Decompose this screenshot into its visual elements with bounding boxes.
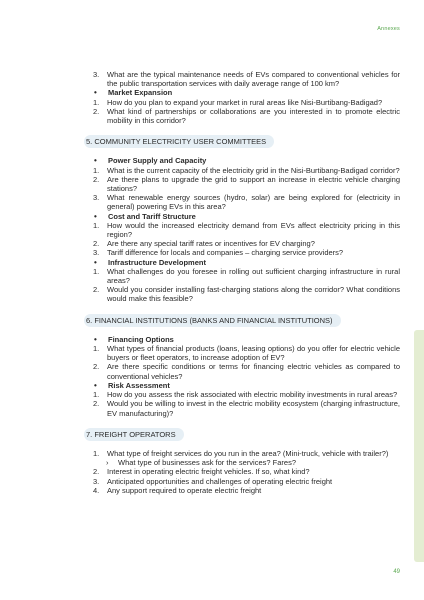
list-number: 2. [93, 285, 100, 295]
bullet-marker: • [94, 211, 97, 221]
sub-marker: › [106, 458, 109, 468]
list-item-text: Any support required to operate electric freight [107, 485, 262, 495]
list-item-text: What renewable energy sources (hydro, solar) are being explored for (electricity in general) powering EVs in this area? [107, 193, 400, 212]
list-item-text: How do you plan to expand your market in rural areas like Nisi-Burtibang-Badigad? [107, 97, 383, 107]
numbered-question [84, 344, 400, 362]
list-item-text: What are the typical maintenance needs of EVs compared to conventional vehicles for the public transportation services with daily average range of 100 km? [107, 70, 400, 89]
numbered-question [84, 193, 400, 211]
numbered-question [84, 267, 400, 285]
section-5-header: 5. COMMUNITY ELECTRICITY USER COMMITTEES [84, 135, 274, 148]
numbered-question [84, 239, 400, 248]
list-number: 1. [93, 220, 100, 230]
bullet-marker: • [94, 334, 97, 344]
list-number: 1. [93, 165, 100, 175]
list-item-text: What types of financial products (loans, leasing options) do you offer for electric vehicle buyers or fleet operators, to increase adoption of EV? [107, 344, 400, 363]
numbered-question [84, 248, 400, 257]
section-7-header-wrap [84, 428, 400, 441]
list-item-text: Are there any special tariff rates or incentives for EV charging? [107, 239, 315, 249]
numbered-question [84, 390, 400, 399]
numbered-question [84, 98, 400, 107]
numbered-question [84, 467, 400, 476]
numbered-question [84, 166, 400, 175]
list-number: 3. [93, 70, 100, 79]
list-number: 1. [93, 97, 100, 107]
topic-heading [84, 156, 400, 165]
top-question-list [84, 70, 400, 125]
bullet-marker: • [94, 156, 97, 166]
numbered-question [84, 486, 400, 495]
topic-heading [84, 88, 400, 97]
list-item-text: Tariff difference for locals and companies – charging service providers? [107, 248, 344, 258]
list-item-text: Are there plans to upgrade the grid to support an increase in electric vehicle charging stations? [107, 174, 400, 194]
numbered-question [84, 477, 400, 486]
page-number: 49 [393, 569, 400, 575]
section-6-header: 6. FINANCIAL INSTITUTIONS (BANKS AND FINANCIAL INSTITUTIONS) [84, 314, 341, 327]
list-number: 2. [93, 239, 100, 249]
list-number: 1. [93, 448, 100, 458]
section-7-header: 7. FREIGHT OPERATORS [84, 428, 184, 441]
list-number: 2. [93, 174, 100, 184]
list-item-text: Power Supply and Capacity [108, 156, 207, 166]
bullet-marker: • [94, 257, 97, 267]
list-item-text: What is the current capacity of the electricity grid in the Nisi-Burtibang-Badigad corridor? [107, 165, 400, 175]
topic-heading [84, 335, 400, 344]
sub-list-item [84, 458, 400, 467]
list-item-text: Financing Options [108, 334, 174, 344]
list-item-text: What type of freight services do you run in the area? (Mini-truck, vehicle with trailer?) [107, 448, 389, 458]
list-item-text: What kind of partnerships or collaborations are you interested in to promote electric mobility in this corridor? [107, 106, 400, 126]
numbered-question [84, 399, 400, 417]
list-item-text: Would you be willing to invest in the electric mobility ecosystem (charging infrastructure, EV manufacturing)? [107, 399, 400, 418]
list-item-text: Anticipated opportunities and challenges of operating electric freight [107, 476, 333, 486]
list-number: 4. [93, 485, 100, 495]
list-number: 2. [93, 467, 100, 477]
list-number: 2. [93, 362, 100, 372]
list-item-text: Market Expansion [108, 88, 173, 98]
list-number: 3. [93, 476, 100, 486]
section-6-header-wrap [84, 314, 400, 327]
section-7-question-list [84, 449, 400, 495]
list-number: 3. [93, 193, 100, 203]
list-item-text: Risk Assessment [108, 380, 170, 390]
list-number: 2. [93, 399, 100, 409]
list-number: 2. [93, 106, 100, 116]
document-body [84, 70, 400, 495]
list-item-text: How do you assess the risk associated with electric mobility investments in rural areas? [107, 390, 398, 400]
list-number: 1. [93, 390, 100, 400]
topic-heading [84, 212, 400, 221]
numbered-question [84, 449, 400, 458]
list-item-text: Would you consider installing fast-charging stations along the corridor? What conditions would make this feasible? [107, 285, 400, 304]
numbered-question [84, 285, 400, 303]
list-number: 1. [93, 266, 100, 276]
numbered-question [84, 362, 400, 380]
numbered-question [84, 175, 400, 193]
section-5-header-wrap [84, 135, 400, 148]
section-5-question-list [84, 156, 400, 303]
topic-heading [84, 381, 400, 390]
list-item-text: How would the increased electricity demand from EVs affect electricity pricing in this region? [107, 220, 400, 240]
numbered-question [84, 70, 400, 88]
topic-heading [84, 258, 400, 267]
list-item-text: What challenges do you foresee in rolling out sufficient charging infrastructure in rural areas? [107, 266, 400, 286]
numbered-question [84, 221, 400, 239]
numbered-question [84, 107, 400, 125]
list-item-text: Interest in operating electric freight vehicles. If so, what kind? [107, 467, 310, 477]
list-item-text: Are there specific conditions or terms for financing electric vehicles as compared to conventional vehicles? [107, 362, 400, 381]
side-tab-decoration [414, 330, 424, 562]
bullet-marker: • [94, 380, 97, 390]
list-item-text: Infrastructure Development [108, 257, 206, 267]
list-number: 1. [93, 344, 100, 354]
list-number: 3. [93, 248, 100, 258]
section-6-question-list [84, 335, 400, 418]
list-item-text: Cost and Tariff Structure [108, 211, 196, 221]
list-item-text: What type of businesses ask for the services? Fares? [118, 458, 296, 468]
running-header: Annexes [377, 26, 400, 32]
bullet-marker: • [94, 88, 97, 98]
